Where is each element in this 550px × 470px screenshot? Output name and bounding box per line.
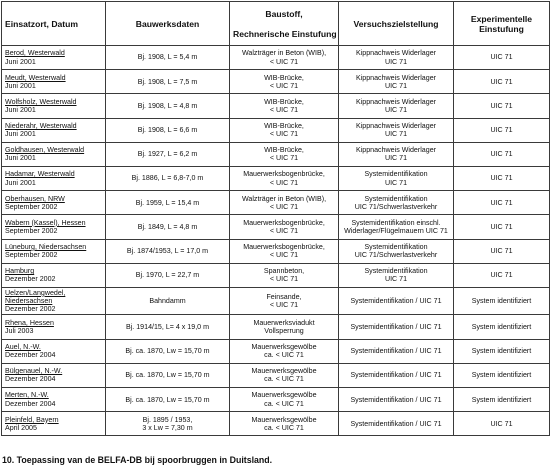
table-row xyxy=(2,142,550,166)
test-date: April 2005 xyxy=(5,423,37,432)
experimental-text: UIC 71 xyxy=(490,101,513,110)
belfa-table xyxy=(1,1,550,436)
table-row xyxy=(2,166,550,190)
test-date: Dezember 2002 xyxy=(5,305,56,314)
table-row xyxy=(2,339,550,363)
test-date: Juli 2003 xyxy=(5,327,34,336)
test-goal-cell xyxy=(339,166,454,190)
header-experimental xyxy=(454,2,550,46)
experimental-text: System identifiziert xyxy=(471,322,532,331)
material-text: Vollsperrung xyxy=(264,327,304,336)
place-name: Hamburg xyxy=(5,267,35,276)
header-experimental-line1: Experimentelle xyxy=(470,13,533,24)
test-goal-cell xyxy=(339,215,454,239)
material-cell xyxy=(230,239,339,263)
experimental-text: UIC 71 xyxy=(490,77,513,86)
material-text: Mauerwerksbogenbrücke, xyxy=(243,242,325,251)
building-cell xyxy=(106,315,230,339)
place-name: Wolfsholz, Westerwald xyxy=(5,97,77,106)
test-goal-text: Systemidentifikation / UIC 71 xyxy=(350,347,442,356)
location-cell xyxy=(2,315,106,339)
experimental-cell xyxy=(454,412,550,436)
test-goal-cell xyxy=(339,70,454,94)
building-data: Bj. 1895 / 1953, xyxy=(142,415,193,424)
material-text: Mauerwerksgewölbe xyxy=(251,343,317,352)
test-goal-cell xyxy=(339,94,454,118)
material-text: Mauerwerksgewölbe xyxy=(251,367,317,376)
experimental-text: UIC 71 xyxy=(490,419,513,428)
building-data: Bj. 1959, L = 15,4 m xyxy=(135,198,200,207)
test-goal-text: Systemidentifikation / UIC 71 xyxy=(350,297,442,306)
test-goal-cell xyxy=(339,412,454,436)
table-row xyxy=(2,315,550,339)
material-cell xyxy=(230,363,339,387)
experimental-cell xyxy=(454,239,550,263)
experimental-cell xyxy=(454,166,550,190)
building-data: Bj. 1914/15, L= 4 x 19,0 m xyxy=(125,322,209,331)
experimental-text: System identifiziert xyxy=(471,347,532,356)
test-goal-cell xyxy=(339,142,454,166)
experimental-text: UIC 71 xyxy=(490,174,513,183)
material-cell xyxy=(230,166,339,190)
place-name: Meudt, Westerwald xyxy=(5,73,66,82)
experimental-text: UIC 71 xyxy=(490,53,513,62)
material-cell xyxy=(230,263,339,287)
material-cell xyxy=(230,412,339,436)
material-text: < UIC 71 xyxy=(269,202,299,211)
material-cell xyxy=(230,339,339,363)
material-cell xyxy=(230,70,339,94)
test-date: September 2002 xyxy=(5,251,58,260)
building-cell xyxy=(106,412,230,436)
test-goal-cell xyxy=(339,287,454,315)
test-goal-text: Systemidentifikation xyxy=(364,170,428,179)
material-text: Walzträger in Beton (WIB), xyxy=(241,194,327,203)
experimental-text: UIC 71 xyxy=(490,222,513,231)
header-material-spacer xyxy=(233,19,335,29)
test-date: Juni 2001 xyxy=(5,105,36,114)
experimental-cell xyxy=(454,363,550,387)
building-cell xyxy=(106,388,230,412)
building-data: Bj. 1874/1953, L = 17,0 m xyxy=(126,246,209,255)
material-text: < UIC 71 xyxy=(269,251,299,260)
test-goal-text: Systemidentifikation / UIC 71 xyxy=(350,371,442,380)
building-data: Bj. ca. 1870, Lw = 15,70 m xyxy=(125,395,210,404)
table-row xyxy=(2,412,550,436)
test-date: September 2002 xyxy=(5,202,58,211)
experimental-cell xyxy=(454,215,550,239)
experimental-cell xyxy=(454,287,550,315)
building-cell xyxy=(106,287,230,315)
header-row xyxy=(2,2,550,46)
place-name: Niederahr, Westerwald xyxy=(5,121,77,130)
location-cell xyxy=(2,94,106,118)
building-data: Bj. 1908, L = 6,6 m xyxy=(137,126,198,135)
test-date: Juni 2001 xyxy=(5,178,36,187)
test-goal-cell xyxy=(339,46,454,70)
experimental-text: UIC 71 xyxy=(490,150,513,159)
material-text: < UIC 71 xyxy=(269,275,299,284)
experimental-cell xyxy=(454,142,550,166)
building-cell xyxy=(106,142,230,166)
test-date: September 2002 xyxy=(5,226,58,235)
header-location: Einsatzort, Datum xyxy=(2,2,106,46)
material-text: WIB-Brücke, xyxy=(264,121,304,130)
test-goal-text: UIC 71/Schwerlastverkehr xyxy=(354,202,438,211)
building-data: Bahndamm xyxy=(149,297,186,306)
table-row xyxy=(2,388,550,412)
test-date: Juni 2001 xyxy=(5,81,36,90)
location-cell xyxy=(2,118,106,142)
experimental-cell xyxy=(454,315,550,339)
test-goal-cell xyxy=(339,263,454,287)
test-goal-text: Kippnachweis Widerlager xyxy=(355,73,437,82)
experimental-text: System identifiziert xyxy=(471,297,532,306)
experimental-text: UIC 71 xyxy=(490,271,513,280)
material-text: < UIC 71 xyxy=(269,130,299,139)
header-test-goal: Versuchszielstellung xyxy=(339,2,454,46)
experimental-text: System identifiziert xyxy=(471,395,532,404)
material-text: Mauerwerksbogenbrücke, xyxy=(243,170,325,179)
place-name: Auel, N.-W. xyxy=(5,343,41,352)
test-goal-text: Kippnachweis Widerlager xyxy=(355,49,437,58)
experimental-cell xyxy=(454,94,550,118)
table-row xyxy=(2,287,550,315)
material-text: WIB-Brücke, xyxy=(264,97,304,106)
material-text: < UIC 71 xyxy=(269,105,299,114)
building-cell xyxy=(106,70,230,94)
place-name: Rhena, Hessen xyxy=(5,318,54,327)
test-date: Dezember 2004 xyxy=(5,351,56,360)
location-cell xyxy=(2,46,106,70)
material-text: Spannbeton, xyxy=(263,267,305,276)
building-cell xyxy=(106,263,230,287)
table-row xyxy=(2,263,550,287)
place-name: Lüneburg, Niedersachsen xyxy=(5,242,87,251)
location-cell xyxy=(2,388,106,412)
experimental-text: UIC 71 xyxy=(490,246,513,255)
header-building: Bauwerksdaten xyxy=(106,2,230,46)
place-name: Bülgenauel, N.-W. xyxy=(5,367,63,376)
material-text: < UIC 71 xyxy=(269,301,299,310)
experimental-cell xyxy=(454,388,550,412)
building-data: Bj. 1908, L = 5,4 m xyxy=(137,53,198,62)
location-cell xyxy=(2,70,106,94)
test-date: Dezember 2004 xyxy=(5,399,56,408)
test-date: Dezember 2002 xyxy=(5,275,56,284)
test-goal-text: UIC 71 xyxy=(384,178,408,187)
test-goal-cell xyxy=(339,363,454,387)
table-row xyxy=(2,191,550,215)
test-goal-cell xyxy=(339,339,454,363)
place-name: Berod, Westerwald xyxy=(5,49,65,58)
material-cell xyxy=(230,94,339,118)
test-goal-text: Widerlager/Flügelmauern UIC 71 xyxy=(344,226,448,235)
location-cell xyxy=(2,215,106,239)
material-text: Feinsande, xyxy=(266,292,302,301)
header-material-line2: Rechnerische Einstufung xyxy=(233,28,337,39)
location-cell xyxy=(2,263,106,287)
table-row xyxy=(2,239,550,263)
building-cell xyxy=(106,363,230,387)
test-goal-text: Kippnachweis Widerlager xyxy=(355,146,437,155)
experimental-text: UIC 71 xyxy=(490,198,513,207)
material-cell xyxy=(230,46,339,70)
test-goal-text: Systemidentifikation einschl. xyxy=(351,218,441,227)
place-name: Pleinfeld, Bayern xyxy=(5,415,59,424)
building-data: Bj. 1908, L = 7,5 m xyxy=(137,77,198,86)
test-goal-text: Systemidentifikation xyxy=(364,242,428,251)
experimental-cell xyxy=(454,263,550,287)
material-cell xyxy=(230,215,339,239)
material-cell xyxy=(230,287,339,315)
figure-caption: 10. Toepassing van de BELFA-DB bij spoorbruggen in Duitsland. xyxy=(2,455,273,465)
building-data: Bj. 1970, L = 22,7 m xyxy=(135,271,200,280)
test-goal-text: Systemidentifikation xyxy=(364,194,428,203)
experimental-cell xyxy=(454,191,550,215)
building-data: Bj. 1927, L = 6,2 m xyxy=(137,150,198,159)
header-experimental-line2: Einstufung xyxy=(479,23,524,34)
table-row xyxy=(2,46,550,70)
table-row xyxy=(2,118,550,142)
material-cell xyxy=(230,142,339,166)
building-cell xyxy=(106,239,230,263)
table-header xyxy=(2,2,550,46)
material-text: WIB-Brücke, xyxy=(264,146,304,155)
location-cell xyxy=(2,142,106,166)
test-goal-text: Kippnachweis Widerlager xyxy=(355,121,437,130)
building-data: Bj. ca. 1870, Lw = 15,70 m xyxy=(125,347,210,356)
place-name: Oberhausen, NRW xyxy=(5,194,65,203)
experimental-cell xyxy=(454,46,550,70)
material-text: Mauerwerksviadukt xyxy=(253,318,315,327)
building-cell xyxy=(106,46,230,70)
material-text: WIB-Brücke, xyxy=(264,73,304,82)
test-goal-text: UIC 71 xyxy=(384,81,408,90)
place-name: Goldhausen, Westerwald xyxy=(5,146,85,155)
test-goal-text: Systemidentifikation / UIC 71 xyxy=(350,322,442,331)
test-goal-text: UIC 71 xyxy=(384,275,408,284)
material-text: ca. < UIC 71 xyxy=(264,375,304,384)
building-cell xyxy=(106,215,230,239)
experimental-text: UIC 71 xyxy=(490,126,513,135)
building-cell xyxy=(106,191,230,215)
test-goal-text: Systemidentifikation / UIC 71 xyxy=(350,419,442,428)
test-date: Juni 2001 xyxy=(5,57,36,66)
place-name: Uelzen/Langwedel, xyxy=(5,288,66,297)
header-material xyxy=(230,2,339,46)
location-cell xyxy=(2,339,106,363)
material-text: < UIC 71 xyxy=(269,154,299,163)
experimental-cell xyxy=(454,118,550,142)
building-data: Bj. 1908, L = 4,8 m xyxy=(137,101,198,110)
place-name: Niedersachsen xyxy=(5,297,53,306)
location-cell xyxy=(2,239,106,263)
building-cell xyxy=(106,339,230,363)
location-cell xyxy=(2,363,106,387)
test-goal-text: UIC 71 xyxy=(384,154,408,163)
material-text: < UIC 71 xyxy=(269,57,299,66)
material-cell xyxy=(230,388,339,412)
table-row xyxy=(2,94,550,118)
location-cell xyxy=(2,412,106,436)
location-cell xyxy=(2,287,106,315)
material-cell xyxy=(230,191,339,215)
test-goal-text: UIC 71/Schwerlastverkehr xyxy=(354,251,438,260)
table-row xyxy=(2,215,550,239)
test-goal-text: UIC 71 xyxy=(384,130,408,139)
test-goal-text: UIC 71 xyxy=(384,105,408,114)
material-text: ca. < UIC 71 xyxy=(264,399,304,408)
experimental-cell xyxy=(454,339,550,363)
test-goal-text: UIC 71 xyxy=(384,57,408,66)
building-data: Bj. ca. 1870, Lw = 15,70 m xyxy=(125,371,210,380)
material-text: Walzträger in Beton (WIB), xyxy=(241,49,327,58)
place-name: Hadamar, Westerwald xyxy=(5,170,75,179)
building-data: Bj. 1849, L = 4,8 m xyxy=(137,222,198,231)
building-cell xyxy=(106,94,230,118)
test-goal-cell xyxy=(339,191,454,215)
test-goal-text: Systemidentifikation / UIC 71 xyxy=(350,395,442,404)
header-material-line1: Baustoff, xyxy=(265,8,303,19)
test-goal-cell xyxy=(339,388,454,412)
material-text: Mauerwerksbogenbrücke, xyxy=(243,218,325,227)
experimental-text: System identifiziert xyxy=(471,371,532,380)
location-cell xyxy=(2,191,106,215)
building-data: Bj. 1886, L = 6,8-7,0 m xyxy=(131,174,204,183)
material-text: Mauerwerksgewölbe xyxy=(251,415,317,424)
experimental-cell xyxy=(454,70,550,94)
test-date: Juni 2001 xyxy=(5,154,36,163)
material-text: < UIC 71 xyxy=(269,178,299,187)
test-goal-cell xyxy=(339,315,454,339)
location-cell xyxy=(2,166,106,190)
test-date: Juni 2001 xyxy=(5,130,36,139)
test-goal-cell xyxy=(339,118,454,142)
building-cell xyxy=(106,166,230,190)
material-text: < UIC 71 xyxy=(269,226,299,235)
table-row xyxy=(2,363,550,387)
place-name: Merten, N.-W. xyxy=(5,391,49,400)
material-text: ca. < UIC 71 xyxy=(264,423,304,432)
building-data: 3 x Lw = 7,30 m xyxy=(142,423,193,432)
building-cell xyxy=(106,118,230,142)
material-text: Mauerwerksgewölbe xyxy=(251,391,317,400)
table-body xyxy=(2,46,550,436)
table-row xyxy=(2,70,550,94)
material-text: ca. < UIC 71 xyxy=(264,351,304,360)
material-cell xyxy=(230,315,339,339)
material-cell xyxy=(230,118,339,142)
material-text: < UIC 71 xyxy=(269,81,299,90)
test-goal-text: Systemidentifikation xyxy=(364,267,428,276)
place-name: Wabern (Kassel), Hessen xyxy=(5,218,86,227)
test-goal-text: Kippnachweis Widerlager xyxy=(355,97,437,106)
test-date: Dezember 2004 xyxy=(5,375,56,384)
test-goal-cell xyxy=(339,239,454,263)
